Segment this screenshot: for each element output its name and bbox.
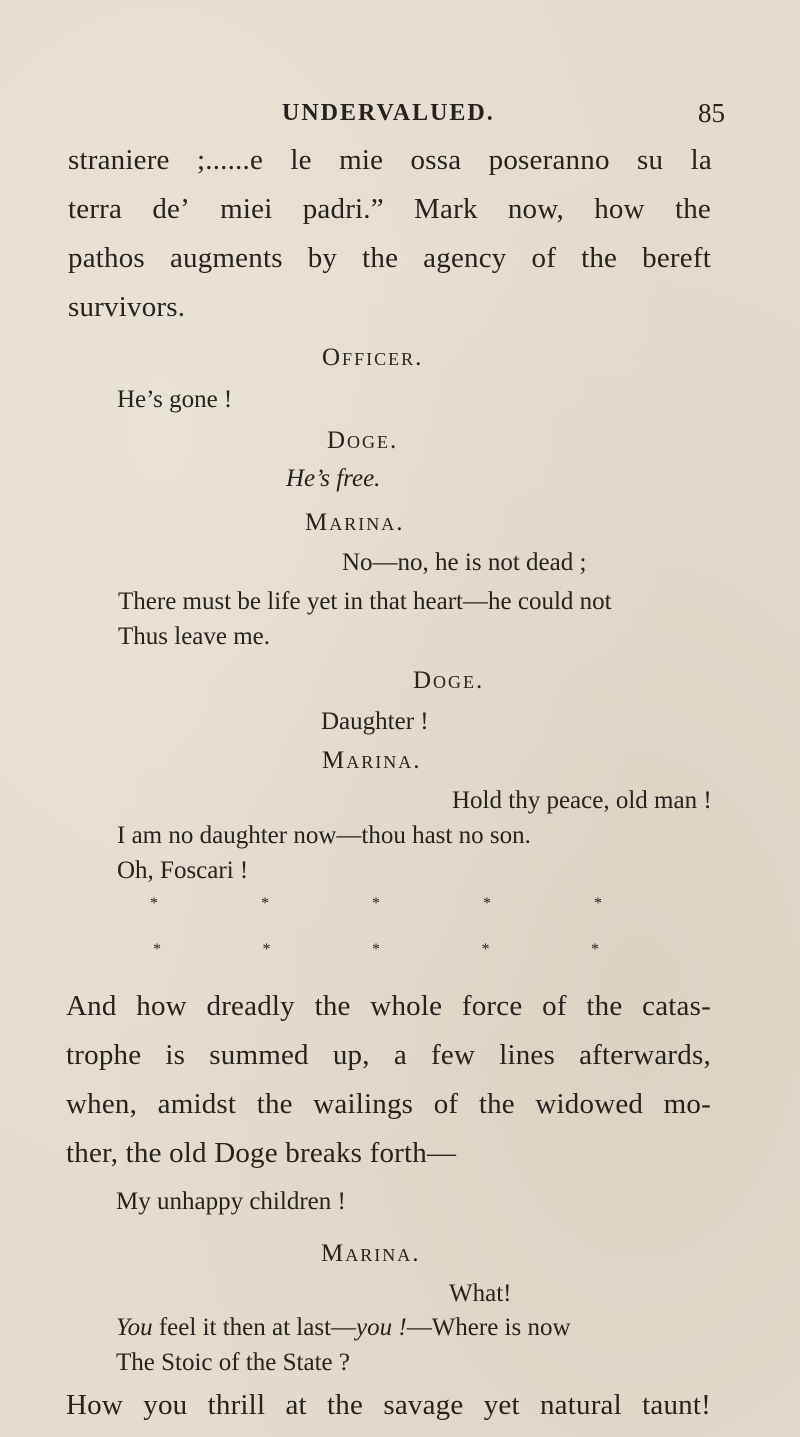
verse-line: You feel it then at last—you !—Where is now	[116, 1314, 571, 1341]
page-number: 85	[698, 98, 725, 128]
verse-line: What!	[449, 1280, 512, 1307]
prose-line: trophe is summed up, a few lines afterwards,	[66, 1039, 711, 1071]
verse-line: He’s free.	[286, 465, 381, 492]
verse-line: Thus leave me.	[118, 623, 271, 650]
verse-line: Oh, Foscari !	[117, 857, 249, 884]
prose-line: How you thrill at the savage yet natural taunt!	[66, 1389, 711, 1421]
prose-line: terra de’ miei padri.” Mark now, how the	[68, 193, 711, 225]
speaker-marina: Marina.	[321, 1240, 421, 1267]
verse-line: No—no, he is not dead ;	[342, 549, 587, 576]
speaker-officer: Officer.	[322, 344, 424, 371]
prose-line: And how dreadly the whole force of the catas-	[66, 990, 711, 1022]
verse-line: Daughter !	[321, 708, 429, 735]
verse-line: There must be life yet in that heart—he could not	[118, 588, 612, 615]
prose-line: survivors.	[68, 291, 186, 323]
prose-line: when, amidst the wailings of the widowed mo-	[66, 1088, 711, 1120]
prose-line: ther, the old Doge breaks forth—	[66, 1137, 457, 1169]
asterism-row: * * * * *	[150, 895, 602, 912]
verse-line: Hold thy peace, old man !	[452, 787, 712, 814]
speaker-doge: Doge.	[413, 667, 485, 694]
verse-line: The Stoic of the State ?	[116, 1349, 350, 1376]
verse-line: I am no daughter now—thou hast no son.	[117, 822, 531, 849]
running-head: UNDERVALUED.	[282, 100, 495, 126]
speaker-marina: Marina.	[305, 509, 405, 536]
verse-line: He’s gone !	[117, 386, 233, 413]
speaker-marina: Marina.	[322, 747, 422, 774]
verse-line: My unhappy children !	[116, 1188, 346, 1215]
asterism-row: * * * * *	[153, 941, 599, 958]
prose-line: pathos augments by the agency of the bereft	[68, 242, 711, 274]
prose-line: straniere ;......e le mie ossa poseranno su la	[68, 144, 712, 176]
speaker-doge: Doge.	[327, 427, 399, 454]
